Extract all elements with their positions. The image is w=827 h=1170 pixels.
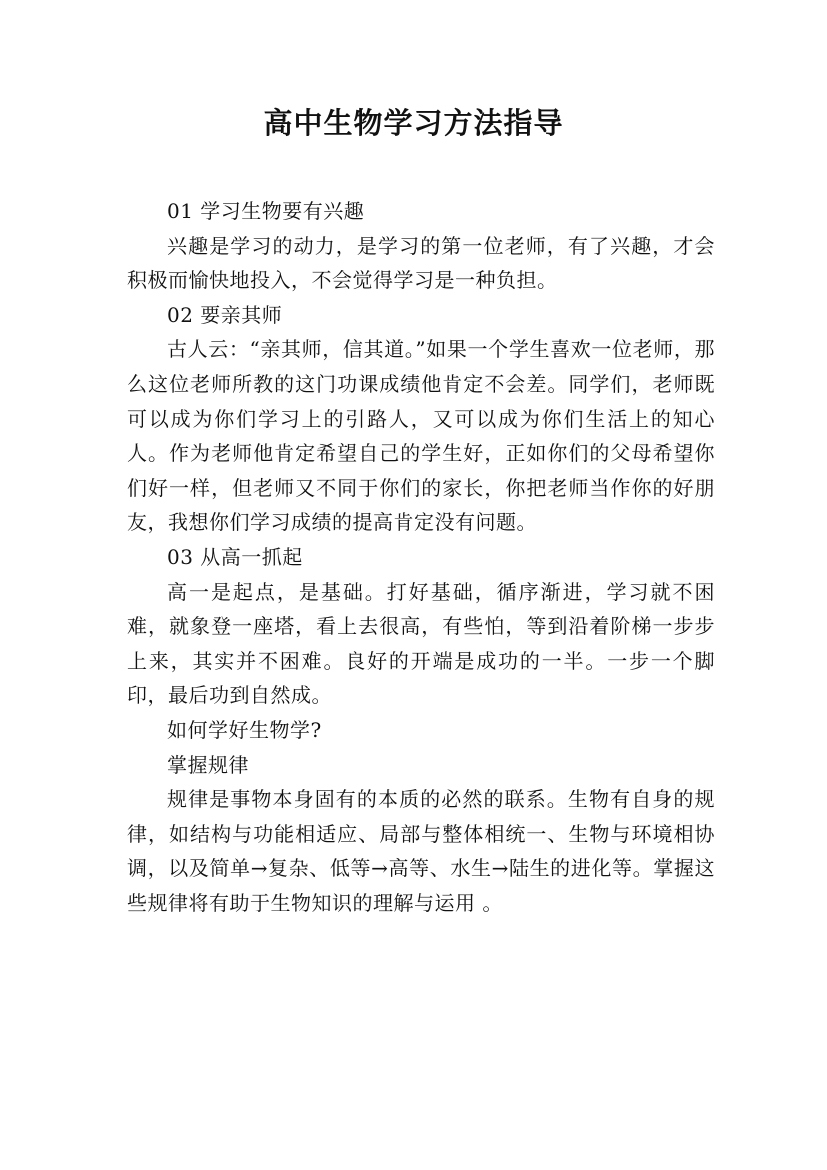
section-heading-master-rules: 掌握规律: [167, 752, 249, 777]
paragraph-master-rules: 规律是事物本身固有的本质的必然的联系。生物有自身的规律，如结构与功能相适应、局部与整体相统一、生物与环境相协调，以及简单→复杂、低等→高等、水生→陆生的进化等。掌握这些规律将有助于生物知识的理解与运用 。: [127, 787, 715, 915]
section-heading-interest: 01 学习生物要有兴趣: [167, 199, 365, 223]
paragraph-interest: 兴趣是学习的动力，是学习的第一位老师，有了兴趣，才会积极而愉快地投入，不会觉得学习是一种负担。: [127, 233, 715, 293]
document-body: [127, 194, 715, 920]
section-heading-how-to-learn: 如何学好生物学?: [167, 717, 322, 742]
section-heading-teacher: 02 要亲其师: [167, 302, 283, 327]
paragraph-grade-one: 高一是起点，是基础。打好基础，循序渐进，学习就不困难，就象登一座塔，看上去很高，有些怕，等到沿着阶梯一步步上来，其实并不困难。良好的开端是成功的一半。一步一个脚印，最后功到自然成。: [127, 579, 715, 708]
section-heading-grade-one: 03 从高一抓起: [167, 544, 303, 569]
document-title: 高中生物学习方法指导: [263, 106, 564, 140]
paragraph-teacher: 古人云：“亲其师，信其道。”如果一个学生喜欢一位老师，那么这位老师所教的这门功课成绩他肯定不会差。同学们，老师既可以成为你们学习上的引路人，又可以成为你们生活上的知心人。作为老师他肯定希望自己的学生好，正如你们的父母希望你们好一样，但老师又不同于你们的家长，你把老师当作你的好朋友，我想你们学习成绩的提高肯定没有问题。: [127, 337, 715, 535]
